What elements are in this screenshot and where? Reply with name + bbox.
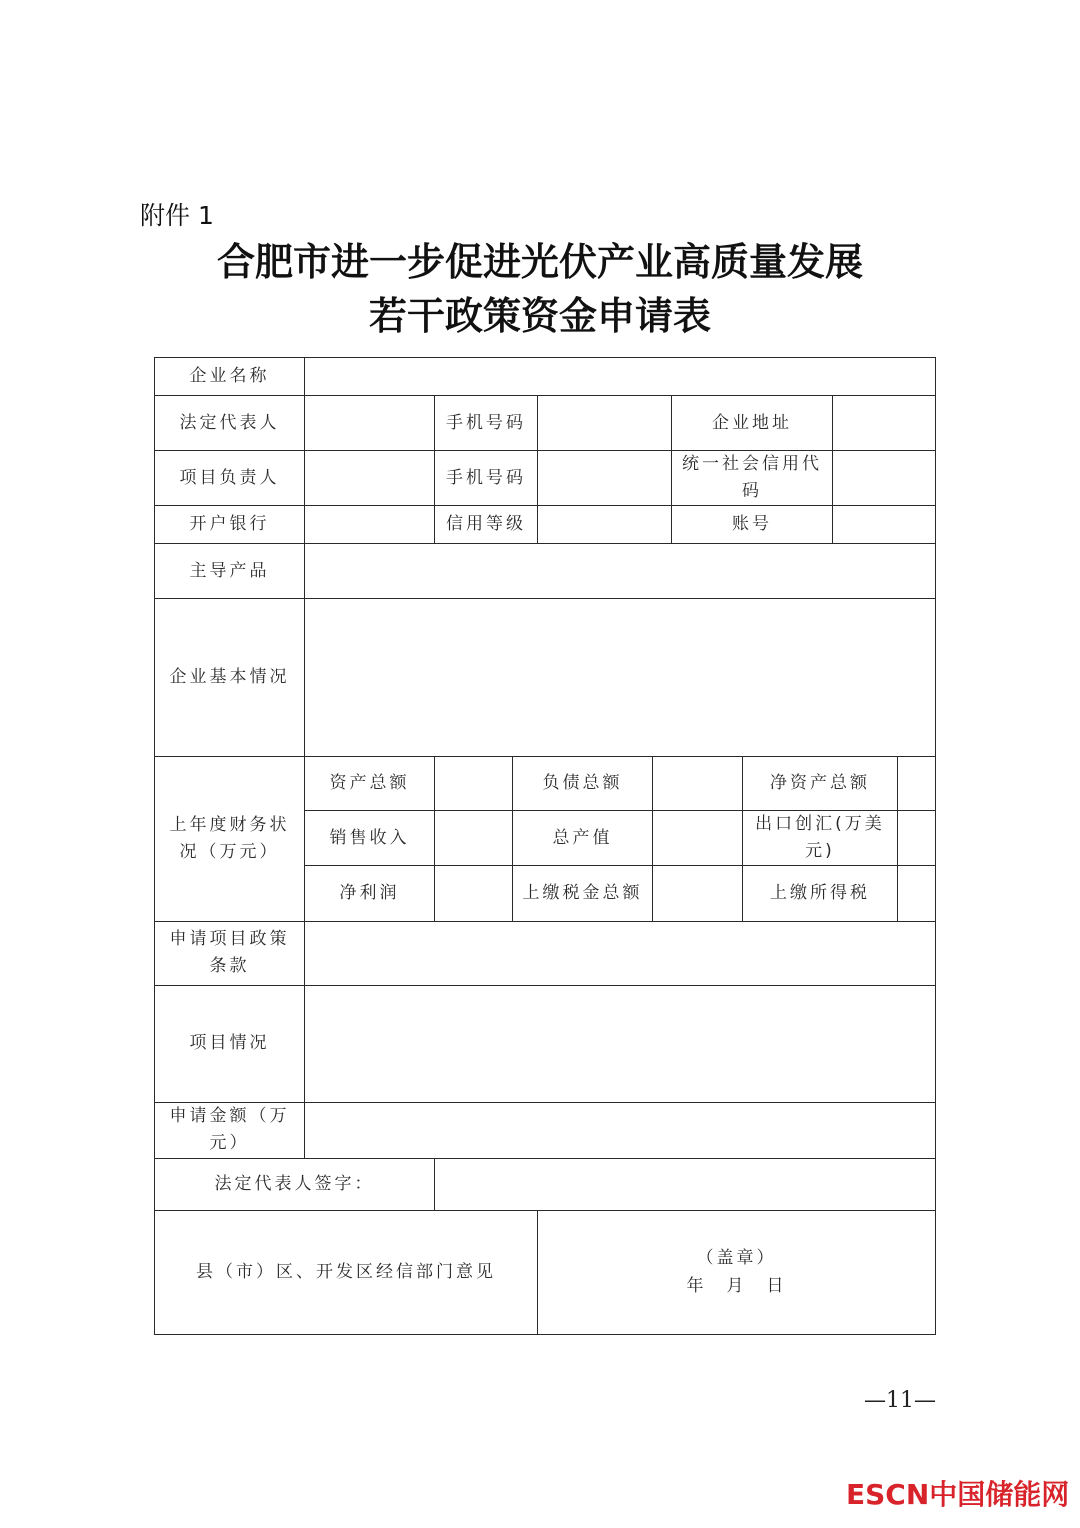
row-basic-info [155,599,936,757]
field-company-name[interactable] [305,358,936,396]
page-number: —11— [864,1388,936,1413]
form-title-line1: 合肥市进一步促进光伏产业高质量发展 [216,239,863,284]
escn-watermark-logo: ESCN中国储能网 [846,1478,1070,1511]
label-finance: 上年度财务状况（万元） [155,757,305,921]
field-dept-opinion[interactable] [538,1210,936,1334]
date-line: 年 月 日 [686,1276,787,1297]
row-project-leader [155,451,936,506]
field-amount[interactable] [305,1102,936,1158]
label-total-liabilities: 负债总额 [513,757,653,811]
field-net-assets[interactable] [898,757,936,811]
row-project-info [155,985,936,1102]
label-policy-clause: 申请项目政策条款 [155,921,305,985]
field-signature[interactable] [435,1158,936,1210]
field-gross-output[interactable] [653,811,743,866]
application-form-table [154,357,936,1335]
label-net-profit: 净利润 [305,866,435,921]
label-project-info: 项目情况 [155,985,305,1102]
row-main-products [155,544,936,599]
label-net-assets: 净资产总额 [743,757,898,811]
field-credit-code[interactable] [833,451,936,506]
label-signature: 法定代表人签字： [155,1158,435,1210]
field-account[interactable] [833,506,936,544]
label-total-assets: 资产总额 [305,757,435,811]
label-company-name: 企业名称 [155,358,305,396]
label-phone-2: 手机号码 [435,451,538,506]
row-amount [155,1102,936,1158]
label-export-earnings: 出口创汇(万美元) [743,811,898,866]
field-phone-2[interactable] [538,451,672,506]
field-credit-grade[interactable] [538,506,672,544]
label-company-address: 企业地址 [672,396,833,451]
label-phone-1: 手机号码 [435,396,538,451]
field-company-address[interactable] [833,396,936,451]
field-total-assets[interactable] [435,757,513,811]
field-project-leader[interactable] [305,451,435,506]
attachment-label: 附件 1 [140,201,214,230]
label-legal-rep: 法定代表人 [155,396,305,451]
field-sales-revenue[interactable] [435,811,513,866]
label-amount: 申请金额（万元） [155,1102,305,1158]
row-company-name [155,358,936,396]
label-total-tax-paid: 上缴税金总额 [513,866,653,921]
label-account: 账号 [672,506,833,544]
field-project-info[interactable] [305,985,936,1102]
label-bank: 开户银行 [155,506,305,544]
label-gross-output: 总产值 [513,811,653,866]
row-dept-opinion [155,1210,936,1334]
field-basic-info[interactable] [305,599,936,757]
row-signature [155,1158,936,1210]
field-total-liabilities[interactable] [653,757,743,811]
label-basic-info: 企业基本情况 [155,599,305,757]
label-income-tax-paid: 上缴所得税 [743,866,898,921]
field-main-products[interactable] [305,544,936,599]
field-legal-rep[interactable] [305,396,435,451]
label-dept-opinion: 县（市）区、开发区经信部门意见 [155,1210,538,1334]
label-main-products: 主导产品 [155,544,305,599]
label-sales-revenue: 销售收入 [305,811,435,866]
field-total-tax-paid[interactable] [653,866,743,921]
row-bank [155,506,936,544]
field-bank[interactable] [305,506,435,544]
label-credit-code: 统一社会信用代码 [672,451,833,506]
field-income-tax-paid[interactable] [898,866,936,921]
row-finance-1 [155,757,936,811]
label-credit-grade: 信用等级 [435,506,538,544]
seal-note: （盖章） [696,1248,777,1269]
field-net-profit[interactable] [435,866,513,921]
row-policy-clause [155,921,936,985]
label-project-leader: 项目负责人 [155,451,305,506]
field-export-earnings[interactable] [898,811,936,866]
form-title-line2: 若干政策资金申请表 [368,293,711,338]
field-phone-1[interactable] [538,396,672,451]
row-legal-rep [155,396,936,451]
field-policy-clause[interactable] [305,921,936,985]
